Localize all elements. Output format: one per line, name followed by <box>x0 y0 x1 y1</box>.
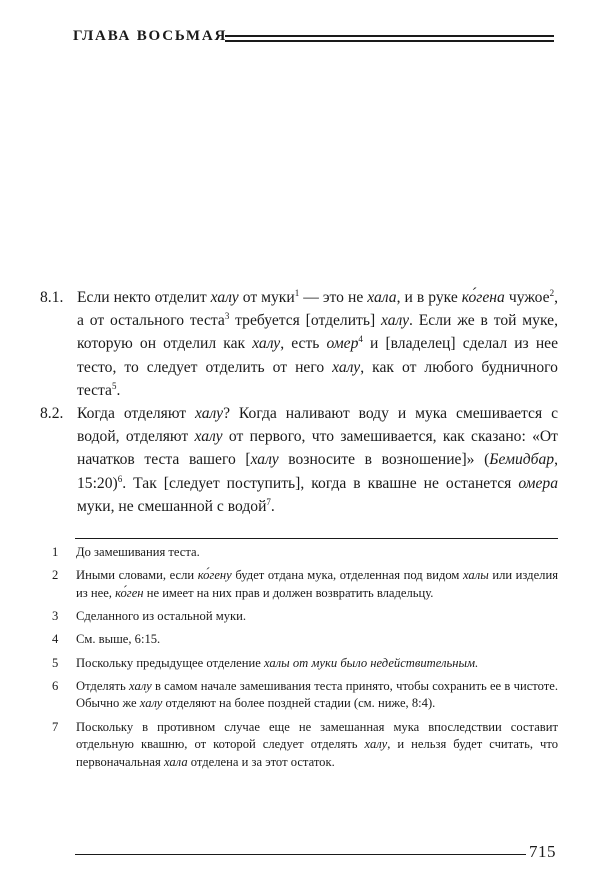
italic-term: халу <box>332 358 361 376</box>
paragraph-number: 8.2. <box>40 405 64 422</box>
footnote-ref: 4 <box>358 334 363 345</box>
footnote-5 <box>52 655 558 673</box>
text-run: Поскольку в противном случае еще не замешанная мука впоследствии составит отдельную квашню, от которой следует отделять <box>76 719 558 752</box>
running-header <box>73 26 554 50</box>
text-run: Отделять <box>76 678 130 693</box>
italic-term: халу <box>252 335 281 353</box>
chapter-title: ГЛАВА ВОСЬМАЯ <box>73 28 228 44</box>
page-number: 715 <box>529 842 556 861</box>
italic-term: халу <box>195 405 224 422</box>
italic-term: халы от муки было недействительным. <box>263 655 479 670</box>
text-run: отделена и за этот остаток. <box>187 754 335 769</box>
text-run: , и в руке <box>396 289 462 306</box>
text-run: . <box>116 381 121 399</box>
italic-term: Бемидбар <box>489 451 555 469</box>
paragraph-8-1 <box>40 286 558 402</box>
text-run: Иными словами, если <box>76 568 198 583</box>
footnote-number: 1 <box>52 545 59 559</box>
footnote-number: 6 <box>52 678 59 693</box>
italic-term: халу <box>194 428 223 446</box>
italic-term: хала <box>367 289 397 306</box>
italic-term: хала <box>163 754 188 769</box>
text-run: См. выше, 6:15. <box>76 632 161 647</box>
footnote-ref: 6 <box>117 473 123 484</box>
footnote-ref: 5 <box>111 380 117 391</box>
footnote-7 <box>52 719 558 772</box>
footnote-ref: 1 <box>294 287 300 298</box>
footnote-text <box>76 655 558 673</box>
text-run: требуется [отделить] <box>229 312 382 330</box>
text-run: . Так [следует поступить], когда в квашне не останется <box>122 474 519 492</box>
footnote-ref: 7 <box>266 496 271 507</box>
footnotes <box>52 544 558 777</box>
text-run: , а от остального теста <box>77 289 558 330</box>
italic-term: халу <box>210 289 239 306</box>
italic-term: ко́гена <box>461 289 505 306</box>
text-run: и [владелец] сделал из нее тесто, то следует отделить от него <box>77 335 559 376</box>
paragraph-number: 8.1. <box>40 289 64 306</box>
text-run: . Если же в той муке, которую он отделил как <box>77 312 558 353</box>
footnote-text <box>76 608 558 626</box>
text-run: . <box>270 497 275 515</box>
footnote-ref: 3 <box>224 311 230 322</box>
footnote-text <box>76 631 558 649</box>
text-run: будет отдана мука, отделенная под видом <box>231 568 463 583</box>
text-run: не имеет на них прав и должен возвратить владельцу. <box>143 585 434 600</box>
footnote-number: 5 <box>52 655 59 670</box>
text-run: , и нельзя будет считать, что первоначальная <box>76 737 558 769</box>
italic-term: халу <box>139 696 163 711</box>
text-run: Сделанного из остальной муки. <box>76 609 246 624</box>
paragraph-8-2 <box>40 402 558 518</box>
header-double-rule <box>225 35 554 43</box>
footnote-3 <box>52 608 558 626</box>
text-run: чужое <box>504 289 550 306</box>
text-run: , есть <box>280 335 327 353</box>
italic-term: ко́гену <box>197 568 232 583</box>
footnote-separator <box>75 538 558 539</box>
text-run: от муки <box>238 289 295 306</box>
footnote-text <box>76 567 558 602</box>
text-run: До замешивания теста. <box>76 545 200 559</box>
footnote-text <box>76 719 558 772</box>
text-run: — это не <box>299 289 368 306</box>
footnote-text <box>76 544 558 562</box>
text-run: от первого, что замешивается, как сказано: «От начатков теста вашего [ <box>77 428 558 469</box>
italic-term: омера <box>518 474 558 492</box>
header-rule-line-bottom <box>225 40 554 42</box>
footnote-number: 3 <box>52 609 59 624</box>
footnote-2 <box>52 567 558 602</box>
paragraph-text <box>77 402 558 518</box>
footnote-4 <box>52 631 558 649</box>
italic-term: ко́ген <box>115 585 144 600</box>
text-run: отделяют на более поздней стадии (см. ниже, 8:4). <box>162 696 436 711</box>
text-run: , как от любого будничного теста <box>77 358 558 399</box>
footnote-ref: 2 <box>549 287 555 298</box>
text-run: ? Когда наливают воду и мука смешивается с водой, отделяют <box>77 405 558 446</box>
italic-term: халу <box>129 678 152 693</box>
text-run: , 15:20) <box>77 451 558 492</box>
footnote-number: 2 <box>52 568 59 583</box>
italic-term: халу <box>381 312 410 330</box>
header-rule-line-top <box>225 35 554 37</box>
italic-term: халу <box>364 737 388 752</box>
paragraph-text <box>77 286 558 402</box>
footnote-text <box>76 678 558 713</box>
footnote-1 <box>52 544 558 562</box>
footnote-number: 4 <box>52 632 59 647</box>
italic-term: халу <box>250 451 279 469</box>
footer-rule <box>75 854 526 855</box>
italic-term: омер <box>326 335 359 353</box>
footnote-number: 7 <box>52 719 59 734</box>
italic-term: халы <box>462 568 489 583</box>
text-run: Когда отделяют <box>77 405 196 422</box>
text-run: или изделия из нее, <box>76 568 558 600</box>
text-run: Если некто отделит <box>77 289 211 306</box>
footnote-6 <box>52 678 558 713</box>
text-run: муки, не смешанной с водой <box>77 497 267 515</box>
text-run: Поскольку предыдущее отделение <box>76 655 264 670</box>
text-run: возносите в возношение]» ( <box>278 451 490 469</box>
text-run: в самом начале замешивания теста принято, чтобы сохранить ее в чистоте. Обычно же <box>76 678 559 711</box>
